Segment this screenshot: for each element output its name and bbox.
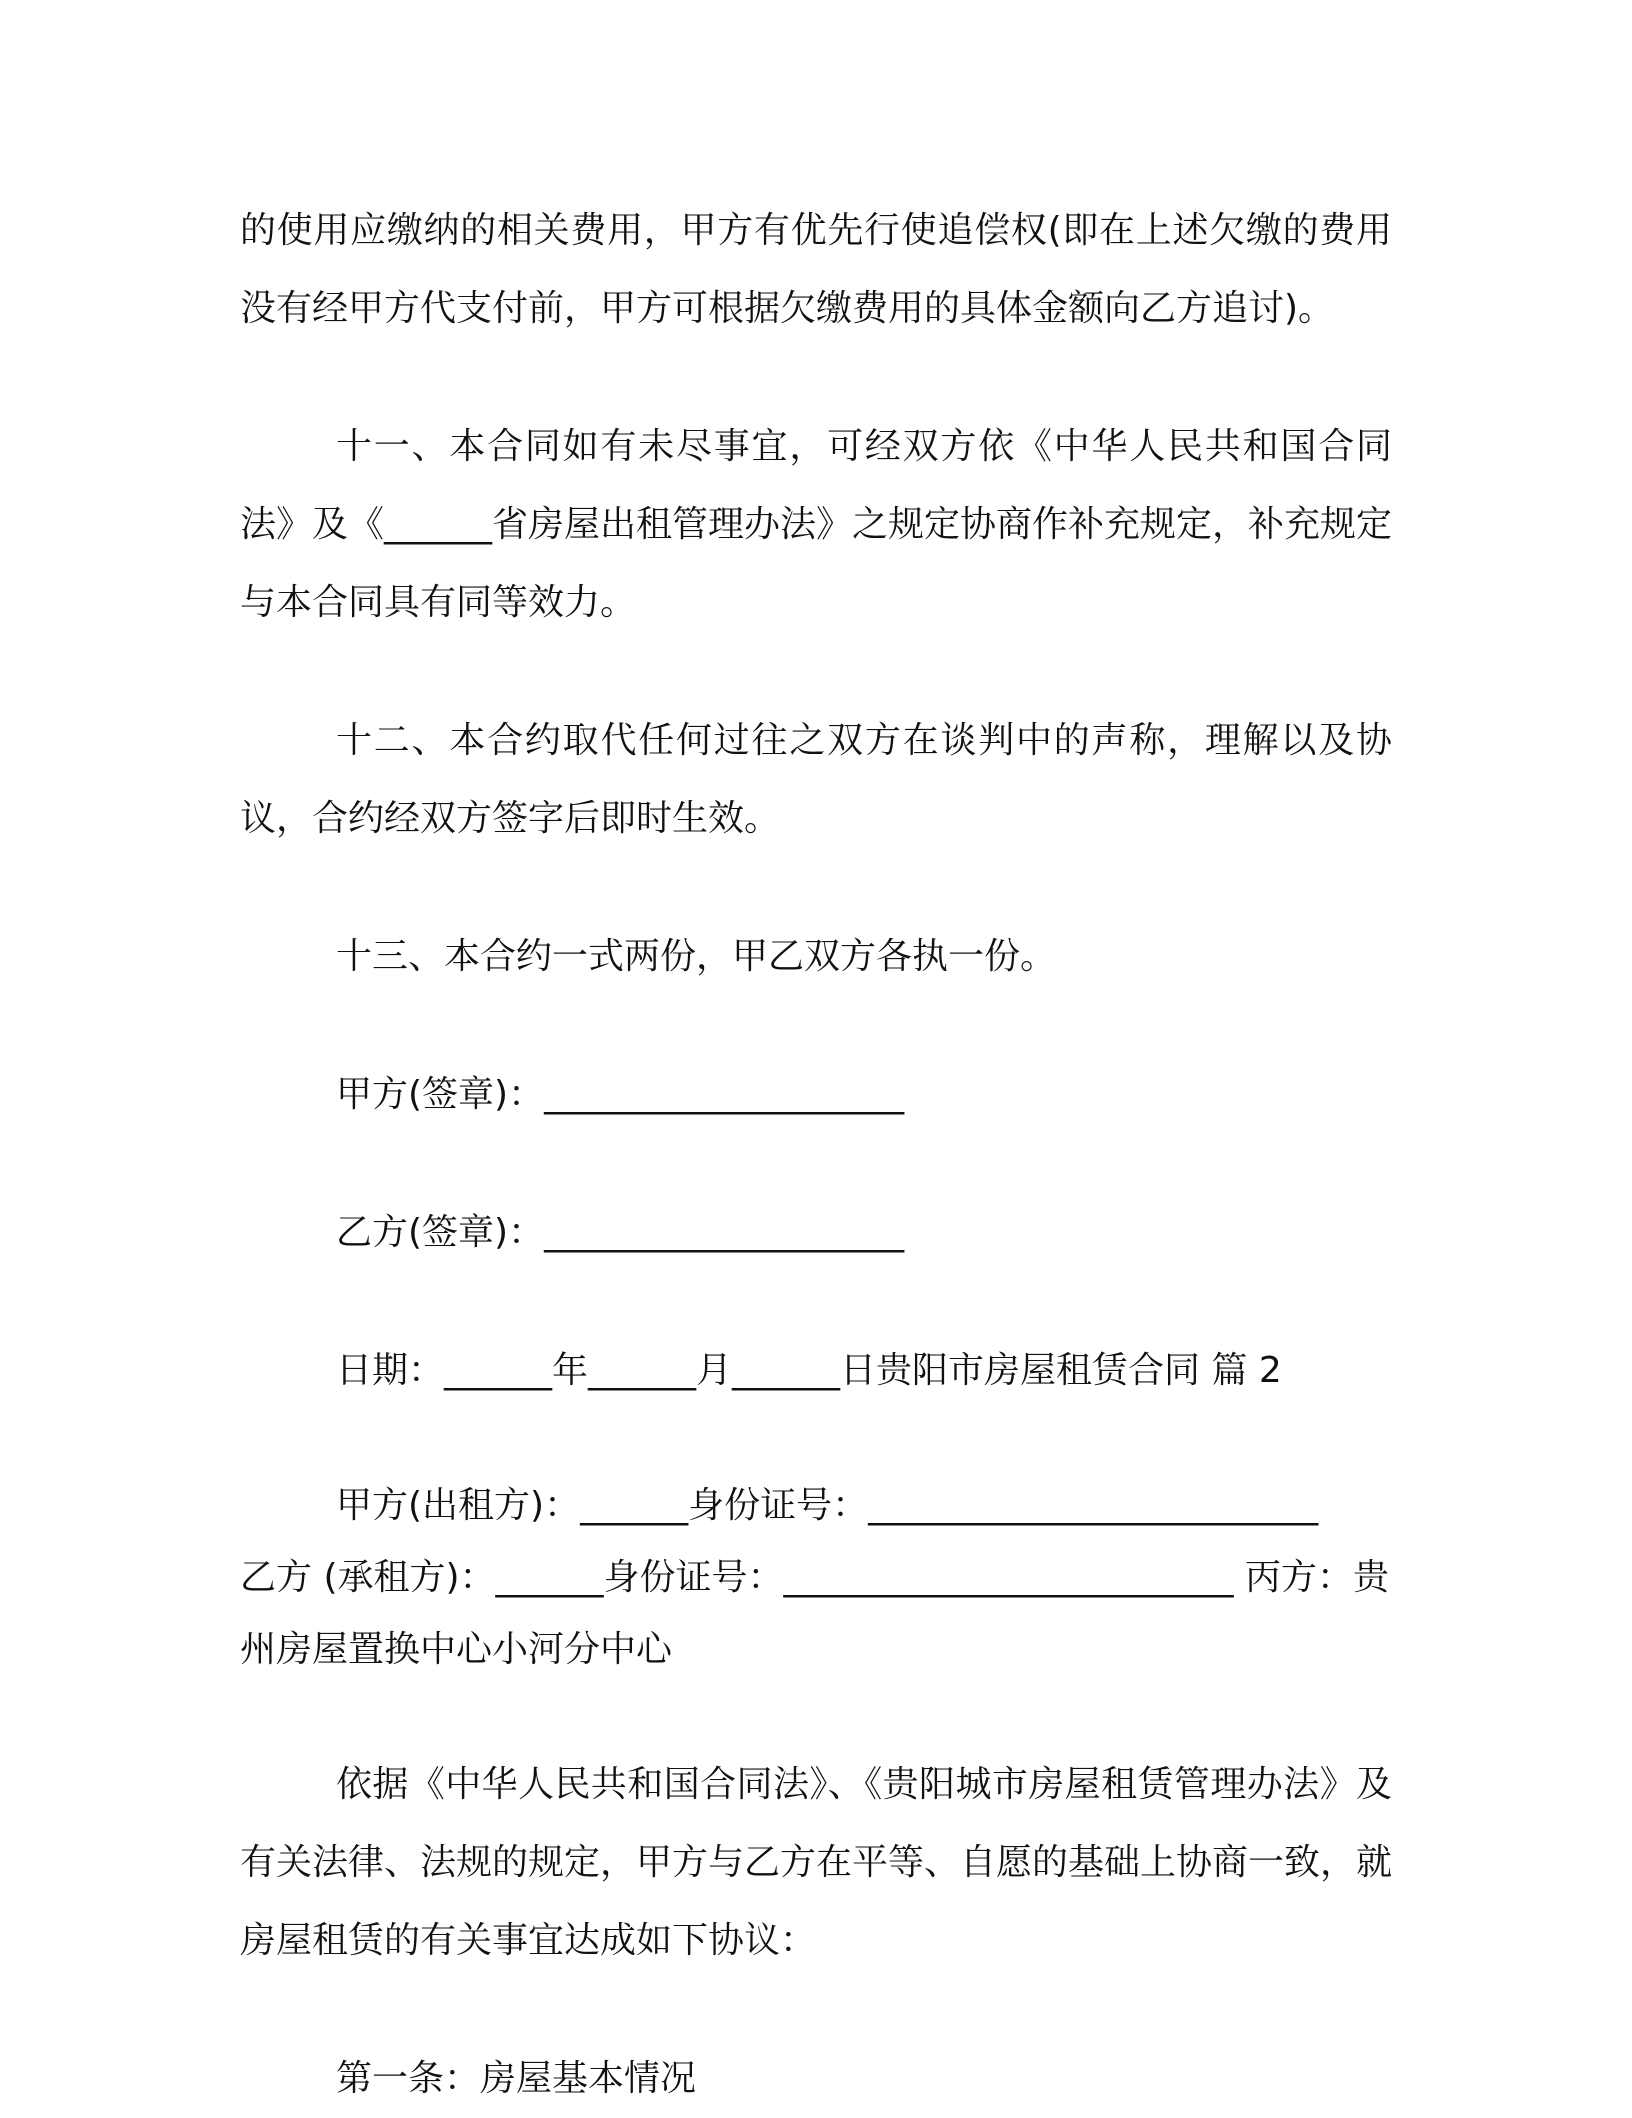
article-1-heading: 第一条：房屋基本情况 [336,2058,697,2099]
date-line: 日期：______年______月______日贵阳市房屋租赁合同 篇 2 [336,1350,1282,1391]
paragraph-fee-recovery: 的使用应缴纳的相关费用，甲方有优先行使追偿权(即在上述欠缴的费用没有经甲方代支付前，甲方可根据欠缴费用的具体金额向乙方追讨)。 [240,210,1392,329]
spacer [240,642,1392,702]
spacer [240,1980,1392,2040]
document-body [240,192,1392,2118]
party-b-c-info: 乙方 (承租方)：______身份证号：_________________________ 丙方：贵州房屋置换中心小河分中心 [240,1557,1389,1670]
paragraph-clause-13: 十三、本合约一式两份，甲乙双方各执一份。 [336,936,1057,977]
spacer [240,996,1392,1056]
spacer [240,1272,1392,1332]
signature-party-a: 甲方(签章)：____________________ [336,1074,905,1115]
paragraph-clause-12: 十二、本合约取代任何过往之双方在谈判中的声称，理解以及协议，合约经双方签字后即时生效。 [240,720,1392,839]
signature-party-b: 乙方(签章)：____________________ [336,1212,905,1253]
spacer [240,348,1392,408]
paragraph-legal-basis: 依据《中华人民共和国合同法》、《贵阳城市房屋租赁管理办法》及有关法律、法规的规定，甲方与乙方在平等、自愿的基础上协商一致，就房屋租赁的有关事宜达成如下协议： [240,1764,1393,1961]
spacer [240,1134,1392,1194]
spacer [240,1686,1392,1746]
spacer [240,858,1392,918]
party-a-info: 甲方(出租方)：______身份证号：_________________________ [336,1485,1319,1526]
paragraph-clause-11: 十一、本合同如有未尽事宜，可经双方依《中华人民共和国合同法》及《______省房屋出租管理办法》之规定协商作补充规定，补充规定与本合同具有同等效力。 [240,426,1393,623]
spacer [240,1410,1392,1470]
